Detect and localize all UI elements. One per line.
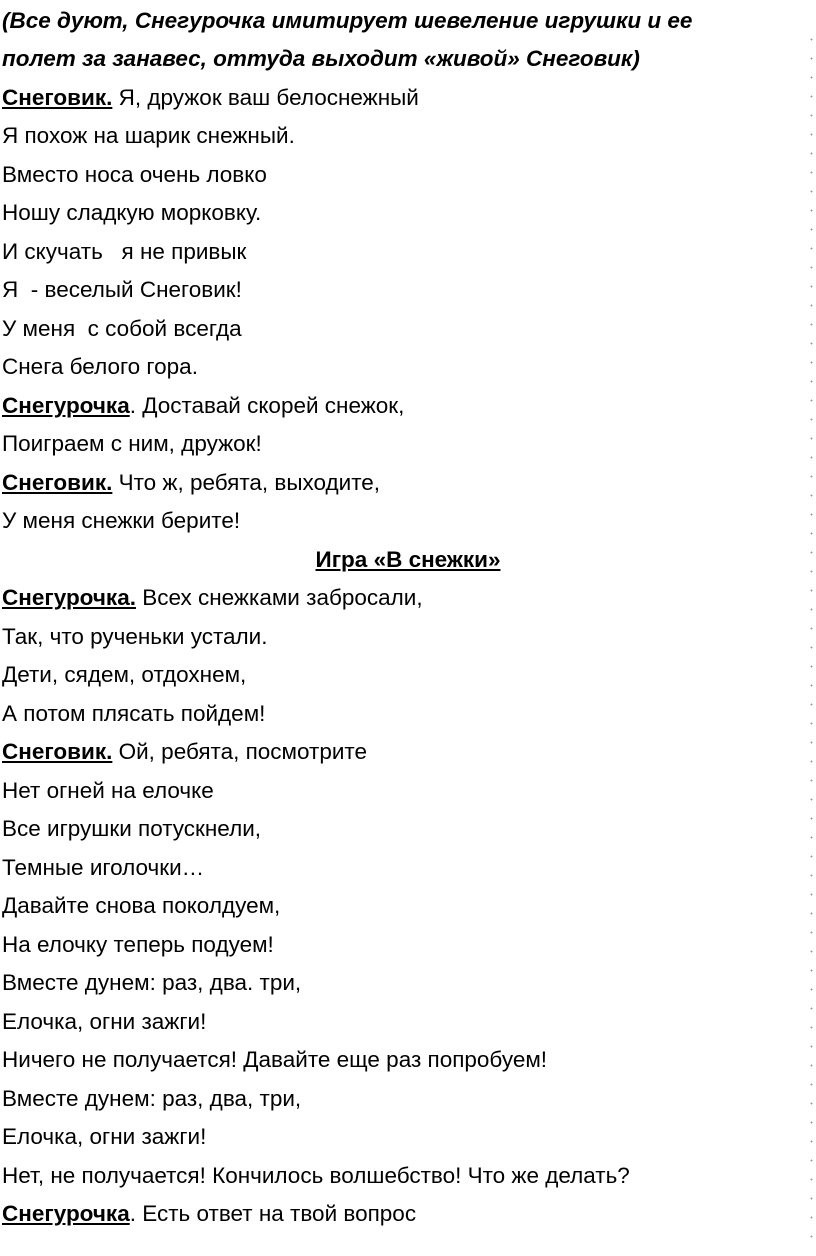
page-edge-dotted-border (810, 30, 813, 1250)
verse-line: Ничего не получается! Давайте еще раз попробуем! (2, 1047, 548, 1072)
verse-line: Поиграем с ним, дружок! (2, 431, 262, 456)
verse-line: У меня с собой всегда (2, 316, 242, 341)
verse-line: А потом плясать пойдем! (2, 701, 266, 726)
verse-line: Я похож на шарик снежный. (2, 123, 295, 148)
dialogue-line (2, 737, 367, 767)
dialogue-line (2, 1199, 416, 1229)
stage-direction-line: полет за занавес, оттуда выходит «живой» Снеговик) (2, 46, 640, 71)
game-heading: Игра «В снежки» (315, 547, 501, 572)
verse-line: Я - веселый Снеговик! (2, 277, 242, 302)
dialogue-line (2, 468, 380, 498)
line-text: Я, дружок ваш белоснежный (112, 85, 419, 110)
dialogue-line (2, 583, 423, 613)
verse-line: Так, что рученьки устали. (2, 624, 268, 649)
verse-line: Снега белого гора. (2, 354, 198, 379)
speaker-name: Снегурочка (2, 1201, 130, 1226)
dialogue-line (2, 391, 404, 421)
verse-line: Вместе дунем: раз, два, три, (2, 1086, 302, 1111)
speaker-period: . (129, 1201, 136, 1226)
speaker-name: Снегурочка. (2, 585, 136, 610)
speaker-period: . (129, 393, 136, 418)
line-text: Всех снежками забросали, (135, 585, 423, 610)
speaker-name: Снеговик. (2, 85, 113, 110)
verse-line: Вместо носа очень ловко (2, 162, 267, 187)
verse-line: Темные иголочки… (2, 855, 205, 880)
dialogue-line (2, 83, 419, 113)
verse-line: Нет огней на елочке (2, 778, 214, 803)
verse-line: И скучать я не привык (2, 239, 247, 264)
verse-line: Елочка, огни зажги! (2, 1009, 207, 1034)
verse-line: Вместе дунем: раз, два. три, (2, 970, 302, 995)
verse-line: Нет, не получается! Кончилось волшебство! Что же делать? (2, 1163, 630, 1188)
verse-line: На елочку теперь подуем! (2, 932, 274, 957)
verse-line: Дети, сядем, отдохнем, (2, 662, 247, 687)
verse-line: У меня снежки берите! (2, 508, 241, 533)
line-text: Доставай скорей снежок, (135, 393, 405, 418)
line-text: Есть ответ на твой вопрос (135, 1201, 417, 1226)
line-text: Что ж, ребята, выходите, (112, 470, 381, 495)
stage-direction-line: (Все дуют, Снегурочка имитирует шевеление игрушки и ее (2, 8, 693, 33)
verse-line: Ношу сладкую морковку. (2, 200, 262, 225)
line-text: Ой, ребята, посмотрите (112, 739, 367, 764)
speaker-name: Снеговик. (2, 739, 113, 764)
verse-line: Давайте снова поколдуем, (2, 893, 281, 918)
speaker-name: Снегурочка (2, 393, 130, 418)
verse-line: Елочка, огни зажги! (2, 1124, 207, 1149)
verse-line: Все игрушки потускнели, (2, 816, 262, 841)
speaker-name: Снеговик. (2, 470, 113, 495)
